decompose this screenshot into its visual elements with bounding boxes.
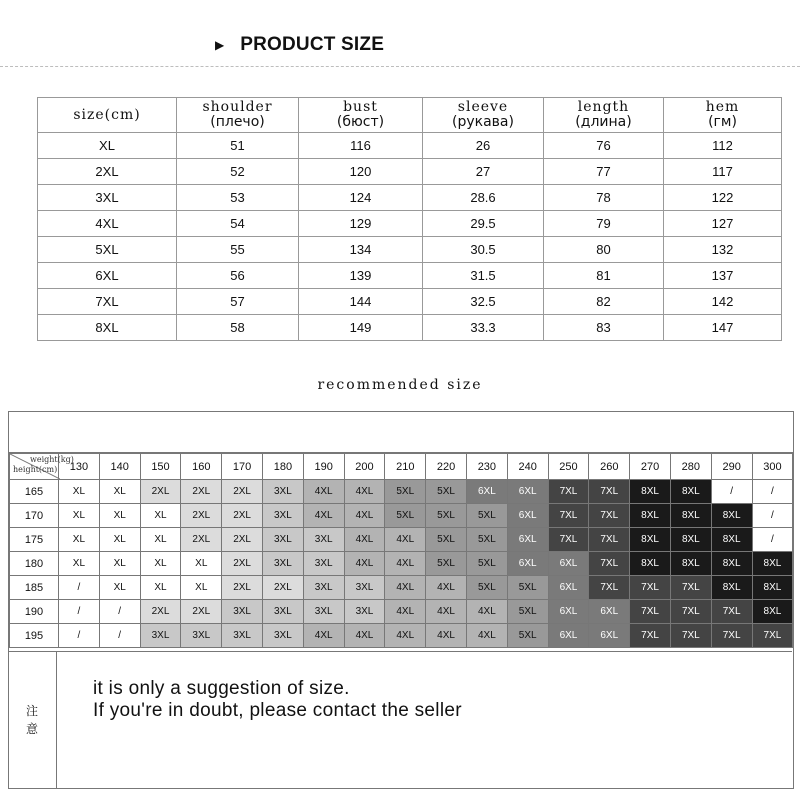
recommendation-cell: 8XL bbox=[711, 528, 752, 552]
measurement-cell: 27 bbox=[423, 159, 544, 185]
measurement-cell: 52 bbox=[177, 159, 299, 185]
recommendation-cell: 8XL bbox=[752, 576, 793, 600]
recommendation-cell: 2XL bbox=[222, 480, 263, 504]
measurement-cell: 142 bbox=[664, 289, 782, 315]
recommendation-cell: 8XL bbox=[711, 552, 752, 576]
measurement-cell: 31.5 bbox=[423, 263, 544, 289]
recommended-banner bbox=[9, 412, 793, 453]
recommendation-cell: 8XL bbox=[630, 528, 671, 552]
measurement-cell: 51 bbox=[177, 133, 299, 159]
recommendation-cell: XL bbox=[59, 480, 100, 504]
measurement-cell: 28.6 bbox=[423, 185, 544, 211]
corner-header-cell bbox=[10, 454, 74, 480]
recommendation-cell: XL bbox=[181, 576, 222, 600]
weight-header-cell: 200 bbox=[344, 454, 385, 480]
recommendation-cell: XL bbox=[140, 504, 181, 528]
recommendation-cell: 4XL bbox=[426, 600, 467, 624]
measurement-cell: 116 bbox=[299, 133, 423, 159]
size-chart-row bbox=[38, 263, 782, 289]
recommendation-cell: 8XL bbox=[670, 480, 711, 504]
recommendation-cell: 4XL bbox=[344, 624, 385, 648]
recommendation-cell: 7XL bbox=[630, 624, 671, 648]
recommendation-cell: 3XL bbox=[181, 624, 222, 648]
measurement-cell: 76 bbox=[544, 133, 664, 159]
weight-header-cell: 250 bbox=[548, 454, 589, 480]
recommendation-cell: 4XL bbox=[344, 504, 385, 528]
recommendation-cell: XL bbox=[99, 528, 140, 552]
recommendation-cell: 5XL bbox=[507, 576, 548, 600]
measurement-cell: 54 bbox=[177, 211, 299, 237]
recommendation-cell: 6XL bbox=[548, 552, 589, 576]
height-label-cell: 190 bbox=[10, 600, 59, 624]
recommendation-cell: 3XL bbox=[222, 624, 263, 648]
recommendation-cell: 7XL bbox=[752, 624, 793, 648]
recommended-size-table bbox=[9, 453, 793, 648]
recommendation-cell: XL bbox=[59, 552, 100, 576]
measurement-cell: 79 bbox=[544, 211, 664, 237]
recommendation-row bbox=[10, 480, 793, 504]
recommendation-cell: 7XL bbox=[670, 600, 711, 624]
height-label-cell: 165 bbox=[10, 480, 59, 504]
recommendation-row bbox=[10, 576, 793, 600]
measurement-cell: 149 bbox=[299, 315, 423, 341]
recommendation-cell: 5XL bbox=[466, 552, 507, 576]
recommendation-cell: 4XL bbox=[303, 624, 344, 648]
measurement-cell: 77 bbox=[544, 159, 664, 185]
weight-header-cell: 270 bbox=[630, 454, 671, 480]
weight-header-row bbox=[10, 454, 793, 480]
recommendation-cell: 7XL bbox=[670, 624, 711, 648]
col-header-sleeve: sleeve (рукава) bbox=[423, 98, 544, 133]
measurement-cell: 132 bbox=[664, 237, 782, 263]
measurement-cell: 129 bbox=[299, 211, 423, 237]
size-label-cell: 8XL bbox=[38, 315, 177, 341]
recommendation-cell: / bbox=[99, 624, 140, 648]
recommendation-cell: 3XL bbox=[262, 624, 303, 648]
measurement-cell: 139 bbox=[299, 263, 423, 289]
recommendation-cell: 7XL bbox=[589, 504, 630, 528]
measurement-cell: 81 bbox=[544, 263, 664, 289]
col-header-length: length (длина) bbox=[544, 98, 664, 133]
recommendation-cell: 6XL bbox=[507, 528, 548, 552]
recommendation-cell: XL bbox=[181, 552, 222, 576]
recommendation-cell: 3XL bbox=[262, 528, 303, 552]
measurement-cell: 82 bbox=[544, 289, 664, 315]
measurement-cell: 117 bbox=[664, 159, 782, 185]
recommendation-cell: / bbox=[59, 624, 100, 648]
weight-header-cell: 210 bbox=[385, 454, 426, 480]
recommendation-row bbox=[10, 552, 793, 576]
recommendation-cell: 6XL bbox=[548, 576, 589, 600]
note-label bbox=[8, 652, 57, 788]
size-chart-header-row bbox=[38, 98, 782, 133]
recommendation-cell: / bbox=[59, 576, 100, 600]
recommended-size-title: recommended size bbox=[317, 377, 483, 393]
recommendation-cell: 7XL bbox=[589, 480, 630, 504]
recommendation-cell: 8XL bbox=[752, 552, 793, 576]
measurement-cell: 55 bbox=[177, 237, 299, 263]
recommendation-cell: 2XL bbox=[181, 504, 222, 528]
recommendation-cell: / bbox=[99, 600, 140, 624]
recommendation-cell: / bbox=[752, 504, 793, 528]
recommendation-cell: 8XL bbox=[670, 552, 711, 576]
recommendation-cell: 2XL bbox=[262, 576, 303, 600]
note-label-char: 意 bbox=[25, 722, 38, 736]
recommendation-row bbox=[10, 600, 793, 624]
measurement-cell: 80 bbox=[544, 237, 664, 263]
size-label-cell: 4XL bbox=[38, 211, 177, 237]
recommendation-cell: 6XL bbox=[548, 624, 589, 648]
recommendation-cell: 6XL bbox=[507, 504, 548, 528]
recommendation-cell: 8XL bbox=[670, 528, 711, 552]
measurement-cell: 56 bbox=[177, 263, 299, 289]
size-label-cell: 5XL bbox=[38, 237, 177, 263]
recommendation-cell: 6XL bbox=[589, 624, 630, 648]
recommendation-cell: 3XL bbox=[262, 600, 303, 624]
recommendation-cell: 5XL bbox=[507, 600, 548, 624]
recommendation-cell: XL bbox=[99, 504, 140, 528]
weight-header-cell: 240 bbox=[507, 454, 548, 480]
recommendation-cell: XL bbox=[140, 552, 181, 576]
recommendation-cell: 7XL bbox=[589, 528, 630, 552]
recommendation-cell: 2XL bbox=[140, 600, 181, 624]
size-label-cell: 2XL bbox=[38, 159, 177, 185]
height-label-cell: 175 bbox=[10, 528, 59, 552]
recommendation-cell: 4XL bbox=[426, 624, 467, 648]
weight-header-cell: 260 bbox=[589, 454, 630, 480]
recommendation-cell: 4XL bbox=[303, 504, 344, 528]
weight-header-cell: 190 bbox=[303, 454, 344, 480]
weight-header-cell: 290 bbox=[711, 454, 752, 480]
measurement-cell: 147 bbox=[664, 315, 782, 341]
weight-header-cell: 280 bbox=[670, 454, 711, 480]
note-text bbox=[93, 678, 462, 722]
recommendation-cell: 6XL bbox=[589, 600, 630, 624]
recommendation-cell: 4XL bbox=[385, 552, 426, 576]
height-label-cell: 185 bbox=[10, 576, 59, 600]
triangle-right-icon: ▶ bbox=[215, 38, 225, 52]
measurement-cell: 32.5 bbox=[423, 289, 544, 315]
recommendation-cell: 2XL bbox=[140, 480, 181, 504]
dashed-divider bbox=[0, 66, 800, 67]
recommendation-cell: 4XL bbox=[385, 624, 426, 648]
recommendation-cell: 5XL bbox=[385, 480, 426, 504]
measurement-cell: 58 bbox=[177, 315, 299, 341]
recommendation-cell: XL bbox=[99, 552, 140, 576]
recommendation-cell: 7XL bbox=[548, 504, 589, 528]
recommendation-cell: 6XL bbox=[507, 480, 548, 504]
recommendation-cell: 4XL bbox=[344, 552, 385, 576]
measurement-cell: 112 bbox=[664, 133, 782, 159]
col-header-bust: bust (бюст) bbox=[299, 98, 423, 133]
recommendation-cell: 8XL bbox=[711, 576, 752, 600]
size-chart-row bbox=[38, 289, 782, 315]
recommendation-cell: 7XL bbox=[630, 576, 671, 600]
col-header-shoulder: shoulder (плечо) bbox=[177, 98, 299, 133]
recommendation-cell: 6XL bbox=[507, 552, 548, 576]
recommendation-cell: 3XL bbox=[303, 552, 344, 576]
recommendation-cell: 3XL bbox=[303, 600, 344, 624]
recommendation-cell: 7XL bbox=[548, 480, 589, 504]
measurement-cell: 83 bbox=[544, 315, 664, 341]
measurement-cell: 127 bbox=[664, 211, 782, 237]
recommendation-cell: XL bbox=[59, 528, 100, 552]
measurement-cell: 120 bbox=[299, 159, 423, 185]
recommendation-cell: 2XL bbox=[222, 552, 263, 576]
measurement-cell: 33.3 bbox=[423, 315, 544, 341]
recommendation-cell: 5XL bbox=[466, 576, 507, 600]
recommendation-cell: / bbox=[752, 480, 793, 504]
note-label-char: 注 bbox=[25, 704, 38, 718]
recommendation-cell: 4XL bbox=[466, 624, 507, 648]
size-chart-table bbox=[37, 97, 782, 341]
size-label-cell: 3XL bbox=[38, 185, 177, 211]
note-section bbox=[8, 651, 792, 788]
size-chart-row bbox=[38, 315, 782, 341]
recommendation-cell: 3XL bbox=[303, 576, 344, 600]
recommendation-cell: 8XL bbox=[630, 552, 671, 576]
weight-header-cell: 140 bbox=[99, 454, 140, 480]
recommendation-cell: 4XL bbox=[466, 600, 507, 624]
measurement-cell: 134 bbox=[299, 237, 423, 263]
recommendation-cell: 5XL bbox=[466, 504, 507, 528]
recommendation-cell: 2XL bbox=[181, 528, 222, 552]
recommendation-cell: 8XL bbox=[670, 504, 711, 528]
note-line: it is only a suggestion of size. bbox=[93, 678, 350, 699]
measurement-cell: 29.5 bbox=[423, 211, 544, 237]
recommendation-cell: 8XL bbox=[752, 600, 793, 624]
weight-header-cell: 150 bbox=[140, 454, 181, 480]
recommendation-cell: 5XL bbox=[426, 480, 467, 504]
measurement-cell: 78 bbox=[544, 185, 664, 211]
recommendation-cell: 6XL bbox=[466, 480, 507, 504]
recommendation-cell: 7XL bbox=[711, 624, 752, 648]
weight-header-cell: 230 bbox=[466, 454, 507, 480]
recommendation-cell: 7XL bbox=[589, 576, 630, 600]
size-label-cell: XL bbox=[38, 133, 177, 159]
recommendation-cell: 8XL bbox=[630, 480, 671, 504]
size-chart-row bbox=[38, 133, 782, 159]
recommendation-cell: XL bbox=[99, 576, 140, 600]
note-line: If you're in doubt, please contact the seller bbox=[93, 700, 462, 721]
recommendation-cell: 6XL bbox=[548, 600, 589, 624]
recommendation-cell: XL bbox=[59, 504, 100, 528]
recommendation-cell: 3XL bbox=[344, 600, 385, 624]
recommendation-cell: 4XL bbox=[385, 600, 426, 624]
recommendation-cell: 3XL bbox=[344, 576, 385, 600]
recommendation-cell: 5XL bbox=[426, 552, 467, 576]
recommendation-cell: 5XL bbox=[385, 504, 426, 528]
measurement-cell: 137 bbox=[664, 263, 782, 289]
recommendation-cell: 7XL bbox=[548, 528, 589, 552]
size-chart-row bbox=[38, 185, 782, 211]
recommendation-cell: 4XL bbox=[303, 480, 344, 504]
weight-header-cell: 180 bbox=[262, 454, 303, 480]
recommendation-cell: 7XL bbox=[589, 552, 630, 576]
recommendation-row bbox=[10, 624, 793, 648]
col-header-size: size(cm) bbox=[38, 98, 177, 133]
height-label-cell: 180 bbox=[10, 552, 59, 576]
col-header-hem: hem (гм) bbox=[664, 98, 782, 133]
recommendation-cell: XL bbox=[99, 480, 140, 504]
recommendation-cell: 5XL bbox=[507, 624, 548, 648]
size-chart-row bbox=[38, 237, 782, 263]
recommendation-cell: 7XL bbox=[711, 600, 752, 624]
measurement-cell: 144 bbox=[299, 289, 423, 315]
recommendation-cell: 8XL bbox=[630, 504, 671, 528]
recommendation-cell: 4XL bbox=[385, 528, 426, 552]
recommendation-cell: 3XL bbox=[262, 552, 303, 576]
measurement-cell: 124 bbox=[299, 185, 423, 211]
weight-header-cell: 160 bbox=[181, 454, 222, 480]
weight-header-cell: 130 bbox=[59, 454, 100, 480]
recommendation-cell: 4XL bbox=[385, 576, 426, 600]
size-label-cell: 7XL bbox=[38, 289, 177, 315]
recommendation-cell: 4XL bbox=[344, 528, 385, 552]
size-chart-row bbox=[38, 159, 782, 185]
recommendation-cell: 8XL bbox=[711, 504, 752, 528]
recommendation-cell: 3XL bbox=[140, 624, 181, 648]
recommendation-cell: 3XL bbox=[262, 480, 303, 504]
height-label-cell: 195 bbox=[10, 624, 59, 648]
measurement-cell: 53 bbox=[177, 185, 299, 211]
recommendation-row bbox=[10, 504, 793, 528]
recommendation-cell: 4XL bbox=[344, 480, 385, 504]
measurement-cell: 26 bbox=[423, 133, 544, 159]
weight-header-cell: 170 bbox=[222, 454, 263, 480]
recommendation-cell: 3XL bbox=[303, 528, 344, 552]
size-chart-row bbox=[38, 211, 782, 237]
recommendation-row bbox=[10, 528, 793, 552]
height-axis-label: height(cm) bbox=[13, 465, 58, 474]
recommendation-cell: 2XL bbox=[181, 600, 222, 624]
recommendation-cell: 7XL bbox=[630, 600, 671, 624]
size-label-cell: 6XL bbox=[38, 263, 177, 289]
product-size-header bbox=[215, 30, 384, 60]
recommendation-cell: 3XL bbox=[222, 600, 263, 624]
recommendation-cell: 7XL bbox=[670, 576, 711, 600]
recommendation-cell: 2XL bbox=[222, 528, 263, 552]
recommendation-cell: / bbox=[59, 600, 100, 624]
weight-axis-label: weight(kg) bbox=[30, 455, 74, 464]
weight-header-cell: 220 bbox=[426, 454, 467, 480]
page-title: PRODUCT SIZE bbox=[240, 34, 385, 55]
recommendation-cell: / bbox=[752, 528, 793, 552]
recommendation-cell: 3XL bbox=[262, 504, 303, 528]
recommendation-cell: 2XL bbox=[181, 480, 222, 504]
weight-header-cell: 300 bbox=[752, 454, 793, 480]
recommendation-cell: XL bbox=[140, 528, 181, 552]
recommendation-cell: 5XL bbox=[426, 528, 467, 552]
recommendation-cell: / bbox=[711, 480, 752, 504]
recommendation-cell: 2XL bbox=[222, 504, 263, 528]
recommendation-cell: 2XL bbox=[222, 576, 263, 600]
recommendation-cell: 5XL bbox=[426, 504, 467, 528]
measurement-cell: 57 bbox=[177, 289, 299, 315]
recommendation-cell: 5XL bbox=[466, 528, 507, 552]
height-label-cell: 170 bbox=[10, 504, 59, 528]
measurement-cell: 30.5 bbox=[423, 237, 544, 263]
measurement-cell: 122 bbox=[664, 185, 782, 211]
recommendation-cell: 4XL bbox=[426, 576, 467, 600]
recommendation-cell: XL bbox=[140, 576, 181, 600]
